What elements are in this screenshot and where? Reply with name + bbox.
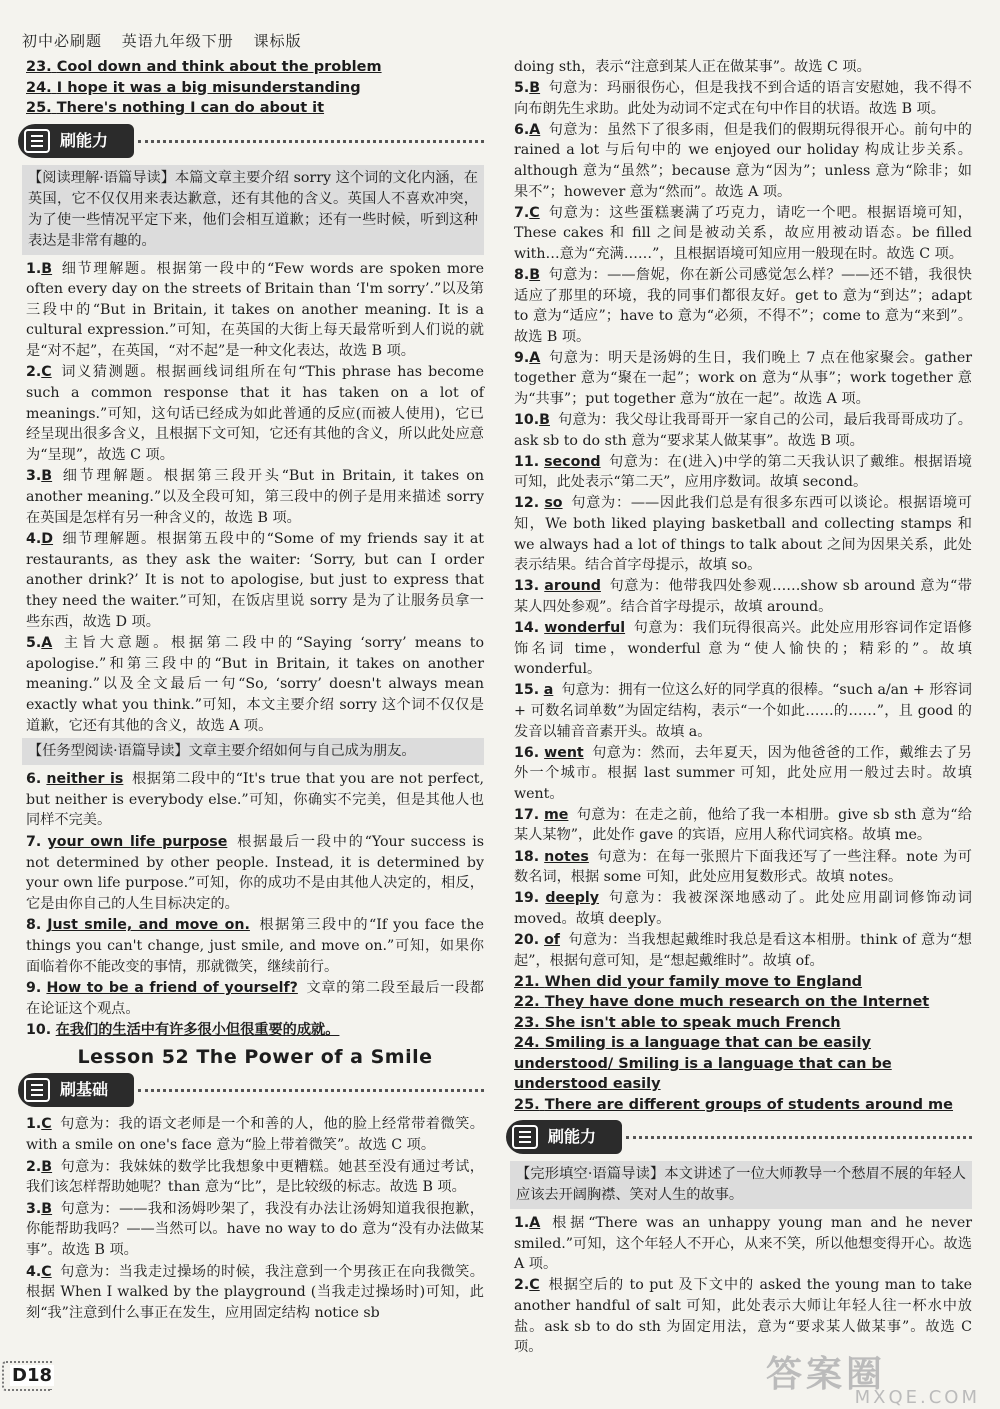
answer-item: 13. around 句意为：他带我四处参观……show sb around 意为“带某人四处参观”。结合首字母提示，故填 around。 [514, 578, 972, 615]
running-header [22, 30, 316, 51]
answer-item: 19. deeply 句意为：我被深深地感动了。此处应用副词修饰动词 moved。故填 deeply。 [514, 890, 972, 927]
answer-continuation: doing sth，表示“注意到某人正在做某事”。故选 C 项。 [514, 59, 871, 75]
sentence-answer: 21. When did your family move to England [514, 973, 863, 990]
watermark-url: MXQE.COM [854, 1387, 980, 1408]
answer-item: 20. of 句意为：当我想起戴维时我总是看这本相册。think of 意为“想起”，根据句意可知，是“想起戴维时”。故填 of。 [514, 931, 972, 969]
watermark-text: 答案圈 [766, 1354, 887, 1395]
answer-item: 12. so 句意为：——因此我们总是有很多东西可以谈论。根据语境可知，We both liked playing basketball and collecting stamps 和 we always had a lot of things to talk about 之间为因果关系，此处表示结果。结合首字母提示，故填 so。 [514, 495, 972, 574]
task-reading-guide: 【任务型阅读·语篇导读】文章主要介绍如何与自己成为朋友。 [22, 738, 484, 765]
answer-item: 2.B 句意为：我妹妹的数学比我想象中更糟糕。她甚至没有通过考试，我们该怎样帮助她呢？than 意为“比”，是比较级的标志。故选 B 项。 [26, 1158, 484, 1196]
sentence-answer: 24. I hope it was a big misunderstanding [26, 79, 361, 96]
sentence-answer: 23. She isn't able to speak much French [514, 1014, 841, 1031]
answer-item: 1.B 细节理解题。根据第一段中的“Few words are spoken more often every day on the streets of Britain than ‘I'm sorry’.”以及第三段中的“But in Britain, it takes on another meaning. It is a cultural expression.”可知，在英国的大街上每天最常听到人们说的就是“对不起”，在英国，“对不起”是一种文化表达，故选 B 项。 [26, 260, 484, 359]
header-book: 英语九年级下册 [121, 32, 234, 50]
answer-item: 9.A 句意为：明天是汤姆的生日，我们晚上 7 点在他家聚会。gather together 意为“聚在一起”；work on 意为“从事”；work together 意为“共事”；put together 意为“放在一起”。故选 A 项。 [514, 349, 972, 407]
answer-item: 3.B 句意为：——我和汤姆吵架了，我没有办法让汤姆知道我很抱歉，你能帮助我吗？——当然可以。have no way to do 意为“没有办法做某事”。故选 B 项。 [26, 1200, 484, 1259]
banner-label: 刷能力 [60, 130, 109, 150]
sentence-answer: 22. They have done much research on the Internet [514, 994, 930, 1011]
answer-item: 6. neither is 根据第二段中的“It's true that you are not perfect, but neither is everybody else.”可知，你确实不完美，但是其他人也同样不完美。 [26, 771, 484, 829]
answer-item: 5.B 句意为：玛丽很伤心，但是我找不到合适的语言安慰她，我不得不向布朗先生求助。此处为动词不定式在句中作目的状语。故选 B 项。 [514, 80, 972, 117]
right-column [514, 57, 972, 1358]
page-number: D18 [12, 1365, 52, 1386]
answer-item: 8.B 句意为：——詹妮，你在新公司感觉怎么样？——还不错，我很快适应了那里的环境，我的同事们都很友好。get to 意为“到达”；adapt to 意为“适应”；have to 意为“必须，不得不”；come to 意为“来到”。故选 B 项。 [514, 266, 972, 345]
answer-item: 8. Just smile, and move on. 根据第三段中的“If you face the things you can't change, just smile, and move on.”可知，如果你面临着你不能改变的事情，那就微笑，继续前行。 [26, 917, 484, 975]
answer-item: 15. a 句意为：拥有一位这么好的同学真的很棒。“such a/an + 形容词 + 可数名词单数”为固定结构，表示“一个如此……的……”，且 good 的发音以辅音音素开头。故填 a。 [514, 682, 972, 740]
watermark-logo [766, 1346, 986, 1406]
cloze-guide: 【完形填空·语篇导读】本文讲述了一位大师教导一个愁眉不展的年轻人应该去开阔胸襟、笑对人生的故事。 [510, 1161, 972, 1209]
book-icon [24, 129, 50, 153]
answer-item: 5.A 主旨大意题。根据第二段中的“Saying ‘sorry’ means to apologise.”和第三段中的“But in Britain, it takes on another meaning.”以及全文最后一句“So, ‘sorry’ doesn't always mean exactly what you think.”可知，本文主要介绍 sorry 这个词不仅仅是道歉，它还有其他的含义，故选 A 项。 [26, 635, 484, 734]
answer-item: 1.C 句意为：我的语文老师是一个和善的人，他的脸上经常带着微笑。with a smile on one's face 意为“脸上带着微笑”。故选 C 项。 [26, 1116, 484, 1154]
answer-item: 18. notes 句意为：在每一张照片下面我还写了一些注释。note 为可数名词，根据 some 可知，此处应用复数形式。故填 notes。 [514, 848, 972, 886]
sentence-answer: 24. Smiling is a language that can be easily understood/ Smiling is a language that can be understood easily [514, 1035, 892, 1093]
section-banner-ability [18, 122, 484, 162]
sentence-answer: 25. There's nothing I can do about it [26, 100, 325, 116]
answer-item: 10. 在我们的生活中有许多很小但很重要的成就。 [26, 1022, 340, 1039]
answer-item: 4.C 句意为：当我走过操场的时候，我注意到一个男孩正在向我微笑。根据 When I walked by the playground (当我走过操场时)可知，此刻“我”注意到什么事正在发生，应用固定结构 notice sb [26, 1263, 484, 1321]
reading-guide: 【阅读理解·语篇导读】本篇文章主要介绍 sorry 这个词的文化内涵，在英国，它不仅仅用来表达歉意，还有其他的含义。英国人不喜欢冲突，为了使一些情况平定下来，他们会相互道歉；还有一些时候，听到这种表达是非常有趣的。 [22, 165, 484, 255]
page-number-tag [2, 1361, 52, 1391]
answer-item: 4.D 细节理解题。根据第五段中的“Some of my friends say it at restaurants, as they ask the waiter: ‘Sorry, but can I order another drink?’ It is not to apologise, but just to express that they need the waiter.”可知，在饭店里说 sorry 是为了让服务员拿一些东西，故选 D 项。 [26, 531, 484, 630]
answer-item: 3.B 细节理解题。根据第三段开头“But in Britain, it takes on another meaning.”以及全段可知，第三段中的例子是用来描述 sorry 在英国是怎样有另一种含义的，故选 B 项。 [26, 468, 484, 526]
section-banner-basic [18, 1071, 484, 1111]
sentence-answer: 23. Cool down and think about the problem [26, 59, 382, 75]
answer-item: 7. your own life purpose 根据最后一段中的“Your success is not determined by other people. Instead, it is determined by your own life purpose.”可知，你的成功不是由其他人决定的，相反，它是由你自己的人生目标决定的。 [26, 833, 485, 912]
book-icon [24, 1078, 50, 1102]
answer-item: 9. How to be a friend of yourself? 文章的第二段至最后一段都在论证这个观点。 [26, 980, 484, 1017]
book-icon [512, 1125, 538, 1149]
answer-item: 11. second 句意为：在(进入)中学的第二天我认识了戴维。根据语境可知，此处表示“第二天”，应用序数词。故填 second。 [514, 453, 972, 491]
answer-item: 10.B 句意为：我父母让我哥哥开一家自己的公司，最后我哥哥成功了。ask sb to do sth 意为“要求某人做某事”。故选 B 项。 [514, 412, 972, 449]
left-top-sentences [26, 57, 484, 119]
answer-item: 14. wonderful 句意为：我们玩得很高兴。此处应用形容词作定语修饰名词 time，wonderful 意为“使人愉快的；精彩的”。故填 wonderful。 [514, 620, 972, 678]
answer-item: 1.A 根据“There was an unhappy young man and he never smiled.”可知，这个年轻人不开心，从来不笑，所以他想变得开心。故选 A 项。 [514, 1215, 972, 1273]
answer-item: 7.C 句意为：这些蛋糕裹满了巧克力，请吃一个吧。根据语境可知，These cakes 和 fill 之间是被动关系，故应用被动语态。be filled with…意为“充满……”，且根据语境可知应用一般现在时。故选 C 项。 [514, 204, 972, 262]
banner-label: 刷基础 [60, 1080, 109, 1100]
header-edition: 课标版 [253, 32, 302, 50]
banner-label: 刷能力 [548, 1127, 597, 1147]
header-series: 初中必刷题 [22, 32, 103, 50]
answer-item: 6.A 句意为：虽然下了很多雨，但是我们的假期玩得很开心。前句中的 rained a lot 与后句中的 we enjoyed our holiday 构成让步关系。although 意为“虽然”；because 意为“因为”；unless 意为“除非；如果不”；however 意为“然而”。故选 A 项。 [514, 121, 972, 200]
answer-item: 2.C 根据空后的 to put 及下文中的 asked the young man to take another handful of salt 可知，此处表示大师让年轻人往一杯水中放盐。ask sb to do sth 为固定用法，意为“要求某人做某事”。故选 C 项。 [514, 1277, 972, 1356]
left-column [26, 57, 484, 1324]
sentence-answer: 25. There are different groups of students around me [514, 1096, 954, 1113]
lesson-title: Lesson 52 The Power of a Smile [77, 1045, 433, 1068]
answer-item: 2.C 词义猜测题。根据画线词组所在句“This phrase has become such a common response that it has taken on a lot of meanings.”可知，这句话已经成为如此普通的反应(而被人使用)，它已经呈现出很多含义，且根据下文可知，它还有其他的含义，所以此处应意为“呈现”，故选 C 项。 [26, 364, 484, 463]
answer-item: 17. me 句意为：在走之前，他给了我一本相册。give sb sth 意为“给某人某物”，此处作 gave 的宾语，应用人称代词宾格。故填 me。 [514, 806, 972, 844]
answer-item: 16. went 句意为：然而，去年夏天，因为他爸爸的工作，戴维去了另外一个城市。根据 last summer 可知，此处应用一般过去时。故填 went。 [514, 744, 972, 802]
section-banner-ability-2 [506, 1118, 972, 1158]
